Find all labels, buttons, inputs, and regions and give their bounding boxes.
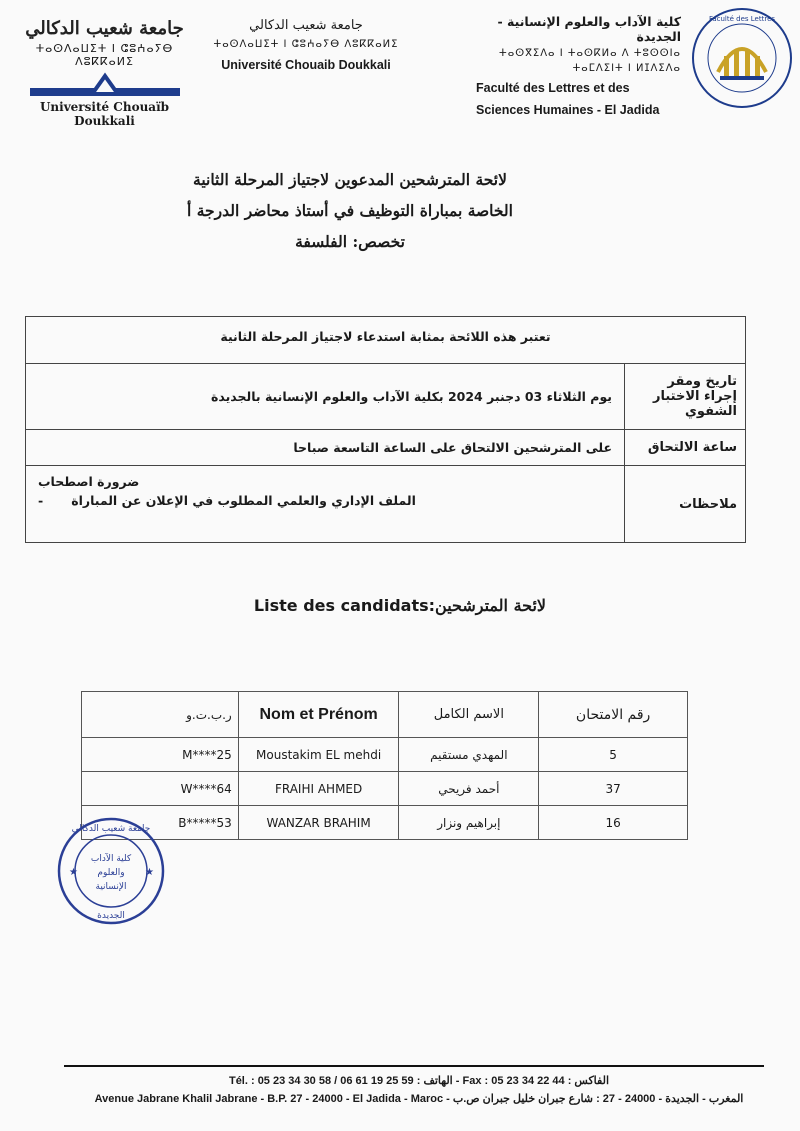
cell-name-ar: المهدي مستقيم (399, 738, 539, 772)
cell-exam-number: 37 (539, 772, 688, 806)
svg-text:★: ★ (145, 867, 154, 878)
svg-text:والعلوم: والعلوم (97, 868, 125, 878)
cell-cin: B*****53 (82, 806, 239, 840)
university-emblem-icon (20, 72, 190, 98)
university-name-french-mid: Université Chouaib Doukkali (221, 58, 391, 72)
footer-divider (64, 1065, 764, 1067)
table-row (82, 772, 688, 806)
faculty-name-arabic: كلية الآداب والعلوم الإنسانية - الجديدة (497, 14, 681, 44)
faculty-seal-logo (690, 6, 794, 110)
time-label: ساعة الالتحاق (624, 430, 745, 465)
university-name-arabic: جامعة شعيب الدكالي (25, 18, 184, 39)
table-row (82, 806, 688, 840)
cell-name-fr: FRAIHI AHMED (238, 772, 399, 806)
cell-exam-number: 16 (539, 806, 688, 840)
university-name-french: Université Chouaïb Doukkali (39, 100, 170, 128)
notes-dash: - (38, 493, 44, 508)
notes-value (26, 466, 624, 542)
faculty-name-french-2: Sciences Humaines - El Jadida (476, 103, 660, 117)
faculty-name-tifinagh-2: ⵜⴰⵎⴷⵉⵏⵜ ⵏ ⵍⵊⴷⵉⴷⴰ (572, 63, 681, 74)
cell-name-ar: إبراهيم ونزار (399, 806, 539, 840)
header-cin: ر.ب.ت.و (82, 692, 239, 738)
university-name-tifinagh: ⵜⴰⵙⴷⴰⵡⵉⵜ ⵏ ⵛⵓⵄⴰⵢⴱ ⴷⵓⴽⴽⴰⵍⵉ (35, 42, 174, 68)
header-exam-number: رقم الامتحان (539, 692, 688, 738)
date-row (26, 363, 745, 429)
cell-name-fr: WANZAR BRAHIM (238, 806, 399, 840)
table-row (82, 738, 688, 772)
notes-line-2: الملف الإداري والعلمي المطلوب في الإعلان عن المباراة (71, 493, 416, 508)
candidates-list-title: Liste des candidats:لائحة المترشحين (253, 596, 547, 615)
svg-text:★: ★ (69, 867, 78, 878)
page-title-line-1: لائحة المترشحين المدعوين لاجتياز المرحلة الثانية (193, 170, 507, 189)
cell-name-fr: Moustakim EL mehdi (238, 738, 399, 772)
faculty-name-french-1: Faculté des Lettres et des (476, 81, 630, 95)
time-row (26, 429, 745, 465)
cell-name-ar: أحمد فريحي (399, 772, 539, 806)
list-title-french: Liste des candidats (253, 596, 429, 615)
table-header-row (82, 692, 688, 738)
time-value: على المترشحين الالتحاق على الساعة التاسعة صباحا (293, 440, 612, 455)
svg-text:جامعة شعيب الدكالي: جامعة شعيب الدكالي (71, 824, 151, 834)
candidates-table (81, 691, 688, 840)
notice-text: تعتبر هذه اللائحة بمثابة استدعاء لاجتياز المرحلة الثانية (220, 329, 551, 344)
notice-row (26, 317, 745, 363)
exam-info-table (25, 316, 746, 543)
notes-label: ملاحظات (624, 466, 745, 542)
header-name-fr: Nom et Prénom (238, 692, 399, 738)
university-name-tifinagh-mid: ⵜⴰⵙⴷⴰⵡⵉⵜ ⵏ ⵛⵓⵄⴰⵢⴱ ⴷⵓⴽⴽⴰⵍⵉ (213, 39, 399, 50)
university-name-arabic-mid: جامعة شعيب الدكالي (249, 18, 363, 33)
date-label: تاريخ ومقر إجراء الاختبار الشفوي (624, 364, 745, 429)
university-logo-left (12, 18, 197, 128)
faculty-name-tifinagh-1: ⵜⴰⵙⴳⵉⴷⴰ ⵏ ⵜⴰⵙⴽⵍⴰ ⴷ ⵜⵓⵙⵙⵏⴰ (499, 48, 681, 59)
header-name-ar: الاسم الكامل (399, 692, 539, 738)
svg-text:الجديدة: الجديدة (97, 911, 125, 921)
footer-contact: Tél. : 05 23 34 30 58 / 06 61 19 25 59 : الهاتف - Fax : 05 23 34 22 44 : الفاكس (228, 1075, 610, 1087)
page-title-specialty: تخصص: الفلسفة (295, 232, 405, 251)
svg-text:كلية الآداب: كلية الآداب (90, 854, 132, 864)
cell-cin: W****64 (82, 772, 239, 806)
cell-exam-number: 5 (539, 738, 688, 772)
date-value: يوم الثلاثاء 03 دجنبر 2024 بكلية الآداب والعلوم الإنسانية بالجديدة (210, 389, 612, 404)
university-header-middle (206, 18, 406, 72)
svg-text:الإنسانية: الإنسانية (95, 882, 127, 892)
page-title-line-2: الخاصة بمباراة التوظيف في أستاذ محاضر الدرجة أ (187, 201, 513, 220)
svg-text:Faculté des Lettres: Faculté des Lettres (708, 15, 776, 23)
faculty-header (476, 14, 681, 118)
cell-cin: M****25 (82, 738, 239, 772)
notes-row (26, 465, 745, 542)
list-title-arabic: لائحة المترشحين (435, 596, 547, 615)
footer-address: Avenue Jabrane Khalil Jabrane - B.P. 27 - 24000 - El Jadida - Maroc - المغرب - الجديدة - 24000 - 27 : شارع جبران خليل جبران ص.ب (94, 1093, 744, 1105)
notes-line-1: ضرورة اصطحاب (38, 474, 140, 489)
notes-line-2-wrap (38, 493, 416, 508)
official-stamp (55, 815, 167, 927)
